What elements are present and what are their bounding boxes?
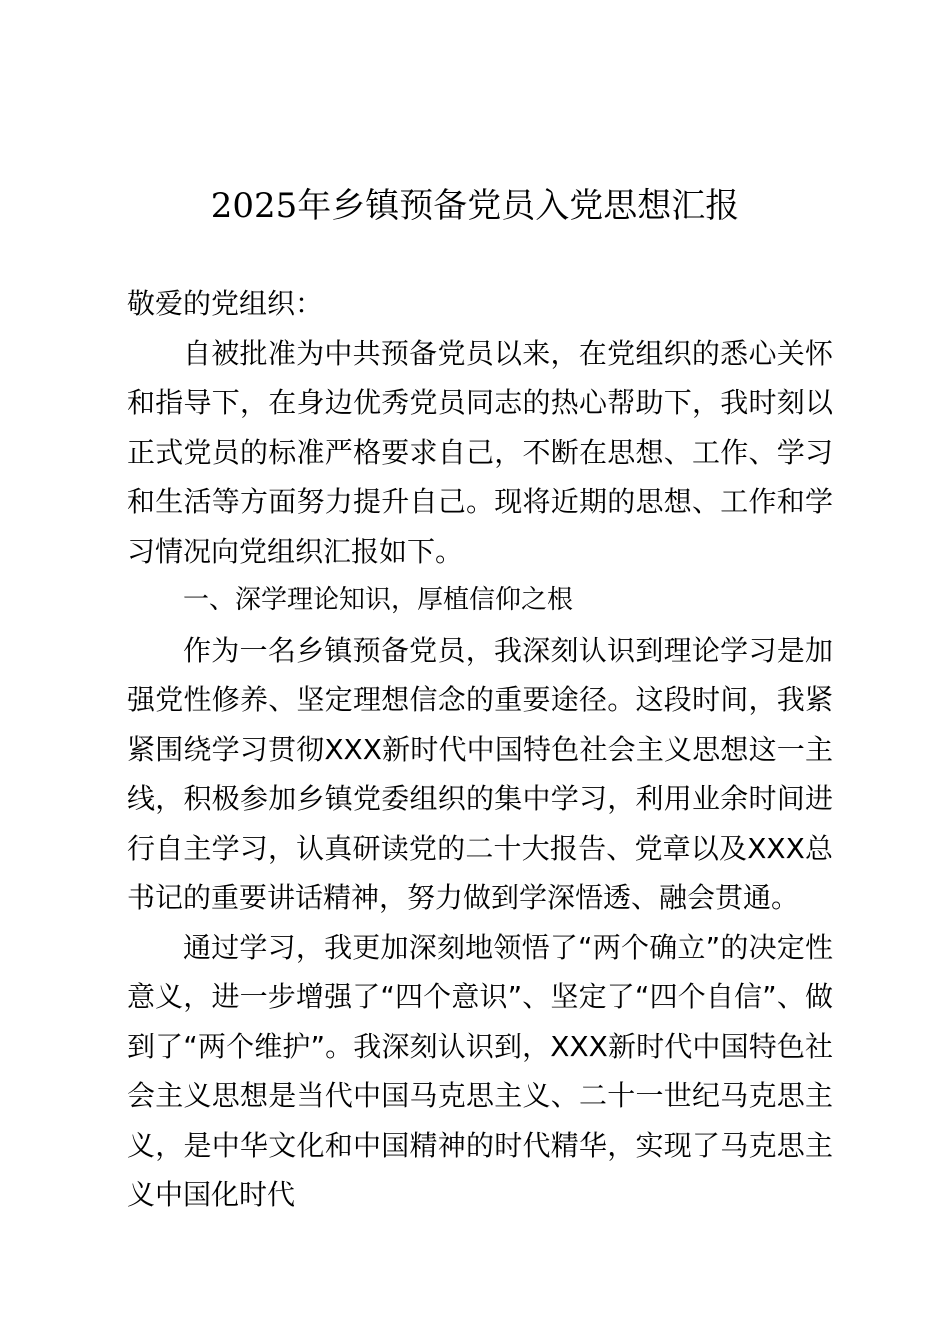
document-body — [127, 279, 833, 1220]
paragraph-intro: 自被批准为中共预备党员以来，在党组织的悉心关怀和指导下，在身边优秀党员同志的热心帮助下，我时刻以正式党员的标准严格要求自己，不断在思想、工作、学习和生活等方面努力提升自己。现将近期的思想、工作和学习情况向党组织汇报如下。 — [127, 336, 833, 568]
salutation: 敬爱的党组织： — [127, 287, 324, 320]
document-title: 2025年乡镇预备党员入党思想汇报 — [210, 186, 740, 226]
paragraph-body: 作为一名乡镇预备党员，我深刻认识到理论学习是加强党性修养、坚定理想信念的重要途径。这段时间，我紧紧围绕学习贯彻XXX新时代中国特色社会主义思想这一主线，积极参加乡镇党委组织的集中学习，利用业余时间进行自主学习，认真研读党的二十大报告、党章以及XXX总书记的重要讲话精神，努力做到学深悟透、融会贯通。 — [127, 633, 833, 914]
paragraph-body: 通过学习，我更加深刻地领悟了“两个确立”的决定性意义，进一步增强了“四个意识”、坚定了“四个自信”、做到了“两个维护”。我深刻认识到，XXX新时代中国特色社会主义思想是当代中国马克思主义、二十一世纪马克思主义，是中华文化和中国精神的时代精华，实现了马克思主义中国化时代 — [127, 930, 833, 1211]
section-heading: 一、深学理论知识，厚植信仰之根 — [183, 585, 574, 615]
